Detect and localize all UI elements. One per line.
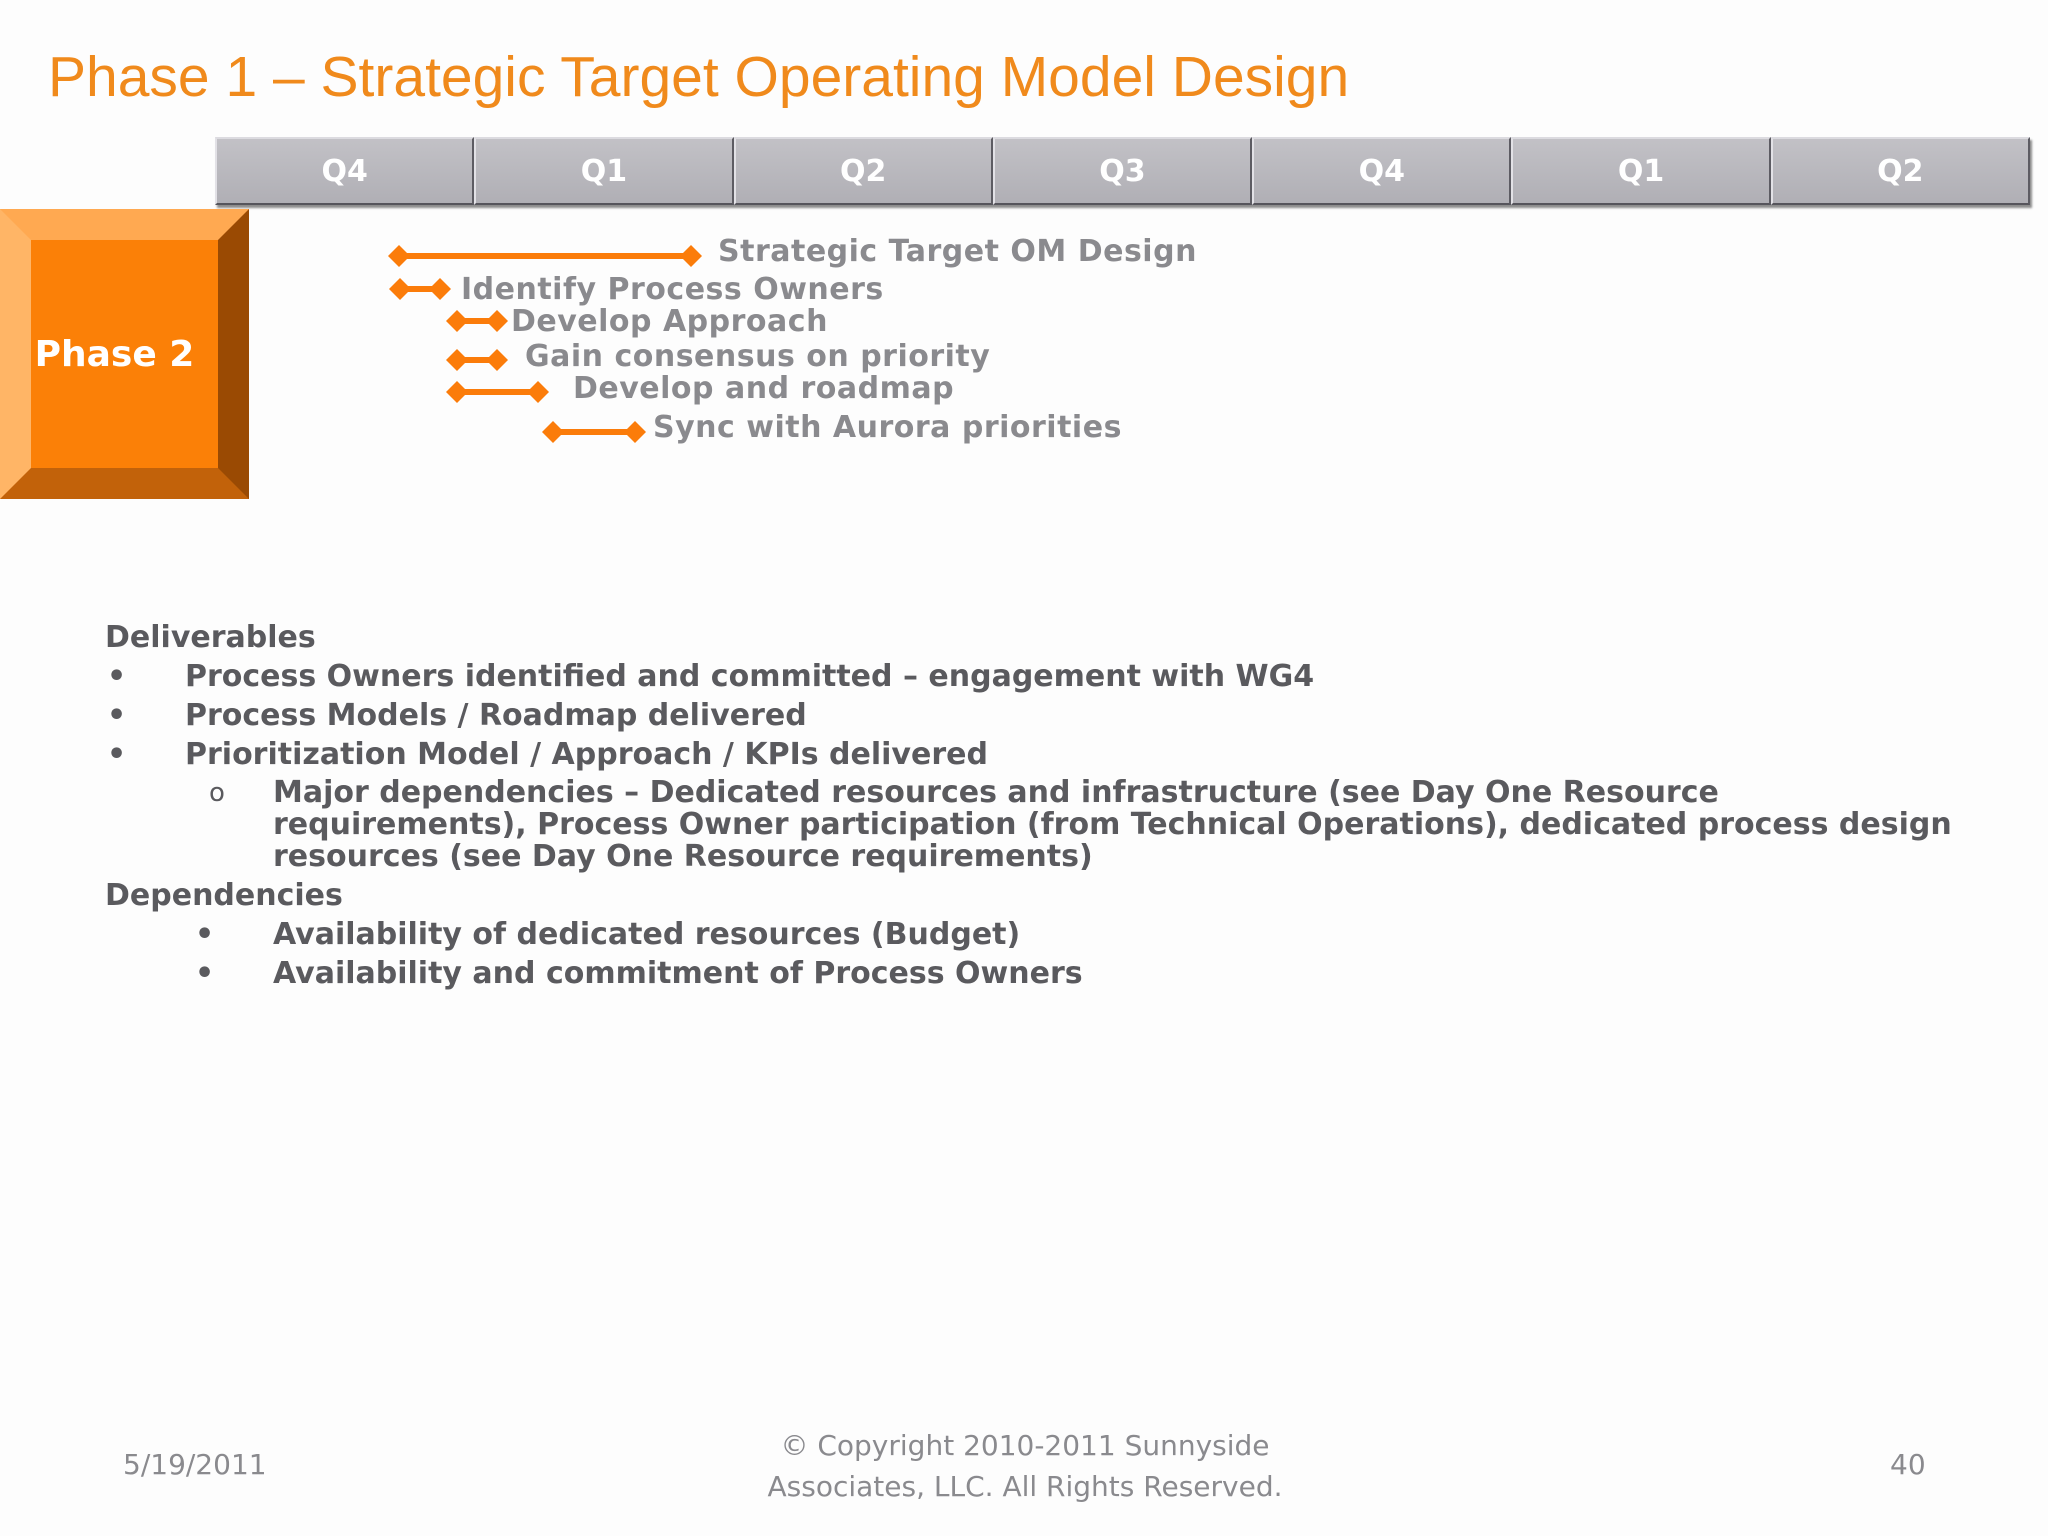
bullet: •: [195, 917, 215, 952]
page-number: 40: [1890, 1448, 1926, 1481]
phase-label: Phase 2: [34, 333, 195, 375]
page-title: Phase 1 – Strategic Target Operating Model Design: [48, 45, 1350, 109]
bullet: •: [107, 737, 127, 772]
task-label: Identify Process Owners: [461, 272, 884, 307]
copyright-line: © Copyright 2010-2011 Sunnyside: [780, 1429, 1270, 1462]
list-item: [105, 657, 2005, 696]
quarter-cell: Q3: [993, 137, 1252, 205]
task-label: Develop and roadmap: [573, 371, 955, 406]
footer-copyright: [700, 1425, 1350, 1507]
deliverable-text: Process Models / Roadmap delivered: [185, 698, 807, 733]
task-bar-identify-process-owners: [389, 278, 451, 300]
task-bar-develop-approach: [446, 310, 508, 332]
task-label: Strategic Target OM Design: [718, 234, 1197, 269]
task-bar-strategic-target-om-design: [388, 245, 702, 267]
bullet: •: [107, 659, 127, 694]
bullet: •: [195, 956, 215, 991]
quarter-cell: Q1: [1511, 137, 1770, 205]
copyright-line: Associates, LLC. All Rights Reserved.: [767, 1470, 1283, 1503]
list-item: [105, 735, 2005, 774]
list-item: [105, 696, 2005, 735]
dependencies-heading: Dependencies: [105, 878, 343, 913]
deliverables-heading: Deliverables: [105, 620, 316, 655]
deliverable-text: Process Owners identified and committed – engagement with WG4: [185, 659, 1315, 694]
quarter-cell: Q1: [474, 137, 733, 205]
body-content: [105, 618, 2005, 993]
dependency-text: Availability of dedicated resources (Budget): [273, 917, 1021, 952]
sub-bullet: o: [209, 778, 225, 808]
dependency-text: Availability and commitment of Process Owners: [273, 956, 1083, 991]
task-bar-sync-with-aurora-priorities: [542, 421, 646, 443]
quarter-cell: Q2: [1771, 137, 2030, 205]
task-label: Sync with Aurora priorities: [653, 410, 1122, 445]
footer-date: 5/19/2011: [123, 1448, 267, 1481]
task-label: Develop Approach: [511, 304, 828, 339]
deliverable-text: Prioritization Model / Approach / KPIs delivered: [185, 737, 988, 772]
sub-list-item: [105, 777, 2005, 873]
list-item: [105, 915, 2005, 954]
task-label: Gain consensus on priority: [525, 339, 991, 374]
quarter-cell: Q2: [734, 137, 993, 205]
dependency-note-text: Major dependencies – Dedicated resources and infrastructure (see Day One Resource requirements), Process Owner participation (from Technical Operations), dedicated process design resources (see Day One Resource requirements): [273, 775, 1952, 874]
quarter-cell: Q4: [1252, 137, 1511, 205]
list-item: [105, 954, 2005, 993]
task-bar-gain-consensus-on-priority: [446, 349, 508, 371]
quarter-cell: Q4: [215, 137, 474, 205]
bullet: •: [107, 698, 127, 733]
task-bar-develop-and-roadmap: [446, 381, 549, 403]
